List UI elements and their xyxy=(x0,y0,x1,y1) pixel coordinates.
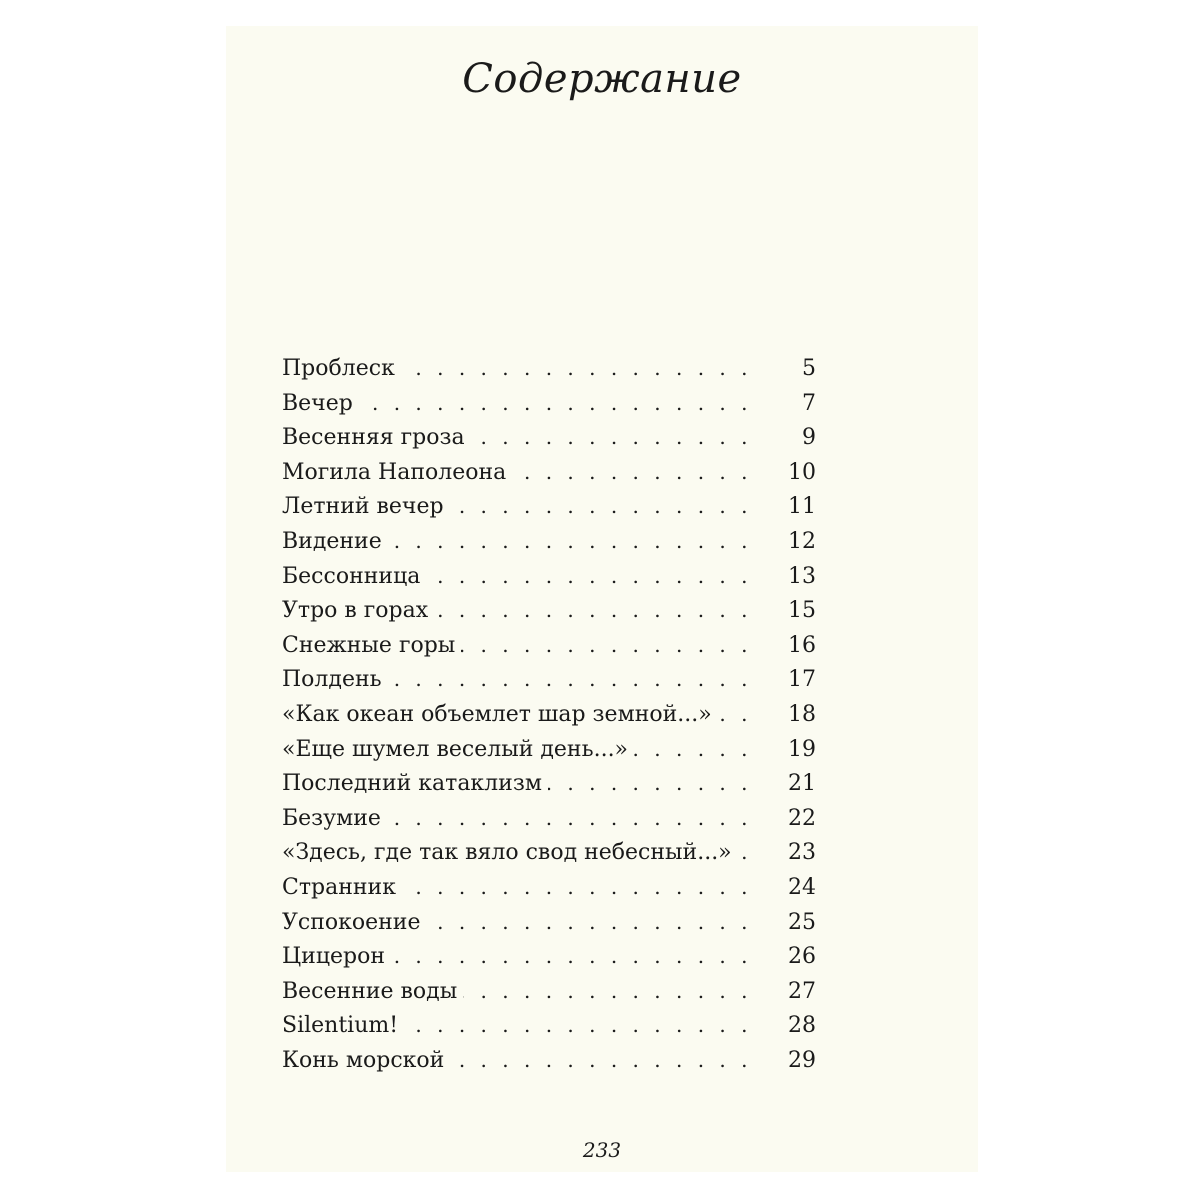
toc-dot-leader xyxy=(387,806,752,830)
toc-entry-page: 19 xyxy=(788,736,816,762)
toc-dot-leader xyxy=(463,979,752,1003)
toc-entry-page: 16 xyxy=(788,632,816,658)
toc-entry-page: 17 xyxy=(788,667,816,693)
toc-entry-title: «Как океан объемлет шар земной...» xyxy=(282,701,712,727)
toc-entry xyxy=(282,771,816,806)
toc-entry xyxy=(282,1013,816,1048)
toc-entry-title: Цицерон xyxy=(282,944,386,970)
toc-entry-page: 28 xyxy=(788,1013,816,1039)
toc-dot-leader xyxy=(461,633,752,657)
toc-entry-title: Видение xyxy=(282,528,382,554)
toc-entry-page: 27 xyxy=(788,978,816,1004)
toc-entry-page: 11 xyxy=(788,494,816,520)
toc-entry xyxy=(282,564,816,599)
toc-dot-leader xyxy=(388,529,752,553)
toc-entry-page: 18 xyxy=(788,701,816,727)
toc-entry-title: Снежные горы xyxy=(282,632,456,658)
toc-entry xyxy=(282,598,816,633)
toc-entry-title: «Здесь, где так вяло свод небесный...» xyxy=(282,840,732,866)
toc-dot-leader xyxy=(388,667,752,691)
toc-entry-page: 15 xyxy=(788,598,816,624)
toc-entry xyxy=(282,667,816,702)
toc-entry-page: 23 xyxy=(788,840,816,866)
toc-entry xyxy=(282,840,816,875)
toc-entry-title: Конь морской xyxy=(282,1047,445,1073)
toc-dot-leader xyxy=(427,910,753,934)
toc-entry-title: Могила Наполеона xyxy=(282,459,507,485)
toc-entry xyxy=(282,1048,816,1083)
toc-entry-title: Весенние воды xyxy=(282,978,458,1004)
toc-entry-page: 9 xyxy=(802,425,816,451)
toc-entry-title: Бессонница xyxy=(282,563,421,589)
toc-entry xyxy=(282,633,816,668)
toc-entry xyxy=(282,425,816,460)
toc-dot-leader xyxy=(548,771,752,795)
toc-dot-leader xyxy=(450,494,752,518)
toc-entry xyxy=(282,910,816,945)
toc-entry-page: 13 xyxy=(788,563,816,589)
toc-dot-leader xyxy=(512,460,752,484)
toc-entry-title: Странник xyxy=(282,874,396,900)
toc-entry-page: 5 xyxy=(802,356,816,381)
toc-entry-page: 7 xyxy=(802,390,816,416)
toc-dot-leader xyxy=(471,425,752,449)
toc-entry-title: Успокоение xyxy=(282,909,421,935)
toc-dot-leader xyxy=(450,1048,752,1072)
toc-dot-leader xyxy=(634,737,752,761)
toc-entry-page: 29 xyxy=(788,1047,816,1073)
toc-entry-title: Безумие xyxy=(282,805,381,831)
toc-dot-leader xyxy=(359,391,752,415)
book-page xyxy=(226,26,978,1172)
toc-entry-page: 24 xyxy=(788,874,816,900)
toc-dot-leader xyxy=(718,702,752,726)
toc-entry-page: 21 xyxy=(788,771,816,797)
toc-dot-leader xyxy=(391,944,752,968)
toc-dot-leader xyxy=(434,598,752,622)
toc-entry xyxy=(282,460,816,495)
toc-entry xyxy=(282,391,816,426)
toc-dot-leader xyxy=(402,875,752,899)
toc-entry-title: Последний катаклизм xyxy=(282,771,542,797)
toc-entry-title: Вечер xyxy=(282,390,353,416)
toc-dot-leader xyxy=(426,564,752,588)
toc-dot-leader xyxy=(738,840,752,864)
toc-dot-leader xyxy=(401,356,752,380)
toc-entry-title: «Еще шумел веселый день...» xyxy=(282,736,629,762)
toc-entry-page: 22 xyxy=(788,805,816,831)
toc-entry xyxy=(282,737,816,772)
page-number: 233 xyxy=(582,1138,622,1162)
toc-entry xyxy=(282,356,816,391)
toc-entry-page: 10 xyxy=(788,459,816,485)
toc-entry xyxy=(282,806,816,841)
toc-dot-leader xyxy=(404,1013,752,1037)
table-of-contents xyxy=(282,356,816,1082)
toc-entry xyxy=(282,875,816,910)
toc-entry-title: Весенняя гроза xyxy=(282,425,465,451)
toc-entry-title: Проблеск xyxy=(282,356,395,381)
toc-entry xyxy=(282,494,816,529)
toc-entry-title: Утро в горах xyxy=(282,598,429,624)
toc-entry-title: Полдень xyxy=(282,667,382,693)
toc-entry xyxy=(282,702,816,737)
toc-entry-title: Летний вечер xyxy=(282,494,444,520)
toc-entry-title: Silentium! xyxy=(282,1013,399,1039)
page-title: Содержание xyxy=(462,56,742,102)
toc-entry xyxy=(282,944,816,979)
toc-entry xyxy=(282,979,816,1014)
toc-entry xyxy=(282,529,816,564)
toc-entry-page: 12 xyxy=(788,528,816,554)
toc-entry-page: 25 xyxy=(788,909,816,935)
toc-entry-page: 26 xyxy=(788,944,816,970)
